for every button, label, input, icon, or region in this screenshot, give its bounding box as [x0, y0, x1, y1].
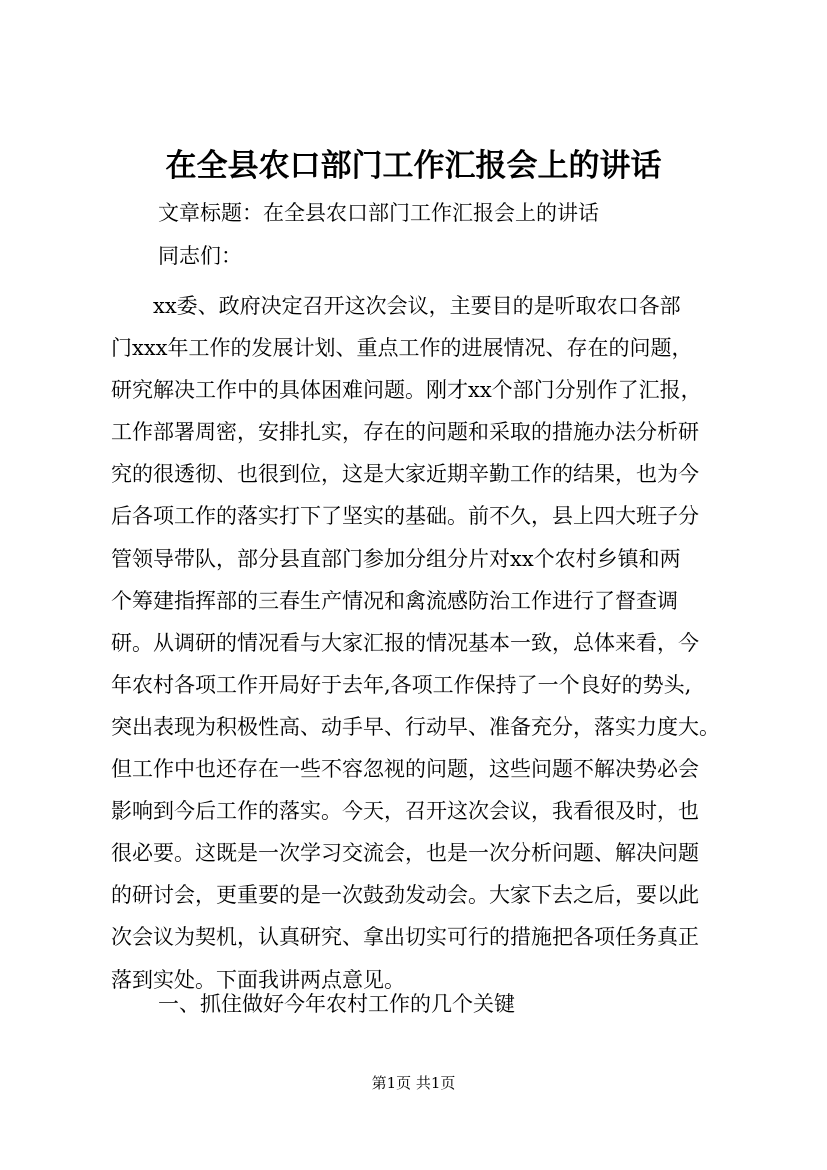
body-line: 研。从调研的情况看与大家汇报的情况基本一致，总体来看，今	[111, 630, 699, 655]
document-title: 在全县农口部门工作汇报会上的讲话	[165, 148, 662, 184]
body-line: 工作部署周密，安排扎实，存在的问题和采取的措施办法分析研	[111, 420, 699, 445]
body-line: 影响到今后工作的落实。今天，召开这次会议，我看很及时，也	[111, 799, 699, 824]
body-line: 究的很透彻、也很到位，这是大家近期辛勤工作的结果，也为今	[111, 462, 699, 487]
body-line: 的研讨会，更重要的是一次鼓劲发动会。大家下去之后，要以此	[111, 883, 699, 908]
body-line: 门xxx年工作的发展计划、重点工作的进展情况、存在的问题，	[111, 336, 693, 361]
body-line: 突出表现为积极性高、动手早、行动早、准备充分，落实力度大。	[111, 714, 720, 739]
body-line: 次会议为契机，认真研究、拿出切实可行的措施把各项任务真正	[111, 925, 699, 950]
body-line: 管领导带队，部分县直部门参加分组分片对xx个农村乡镇和两	[111, 546, 681, 571]
body-line: 很必要。这既是一次学习交流会，也是一次分析问题、解决问题	[111, 841, 699, 866]
body-line: 落到实处。下面我讲两点意见。	[111, 967, 405, 992]
body-line: 后各项工作的落实打下了坚实的基础。前不久，县上四大班子分	[111, 504, 699, 529]
body-line: 年农村各项工作开局好于去年,各项工作保持了一个良好的势头,	[111, 672, 692, 697]
page-footer: 第1页 共1页	[371, 1074, 456, 1092]
body-line: 研究解决工作中的具体困难问题。刚才xx个部门分别作了汇报，	[111, 378, 702, 403]
article-title-line: 文章标题：在全县农口部门工作汇报会上的讲话	[158, 201, 599, 225]
salutation: 同志们：	[158, 244, 242, 268]
body-line: xx委、政府决定召开这次会议，主要目的是听取农口各部	[153, 294, 681, 318]
body-line: 但工作中也还存在一些不容忽视的问题，这些问题不解决势必会	[111, 757, 699, 782]
body-paragraph	[111, 285, 735, 1001]
body-line: 个筹建指挥部的三春生产情况和禽流感防治工作进行了督查调	[111, 588, 678, 613]
section-heading: 一、抓住做好今年农村工作的几个关键	[158, 992, 515, 1016]
